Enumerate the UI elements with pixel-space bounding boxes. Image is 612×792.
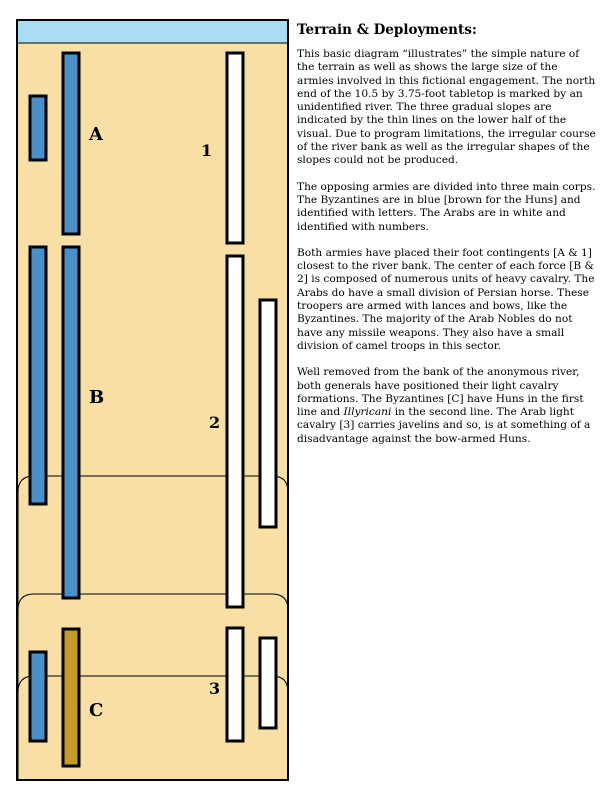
byzantine-unit-b-reserve: [30, 247, 46, 504]
byzantine-unit-c-illyricani: [30, 652, 46, 741]
label-2: 2: [209, 413, 221, 432]
byzantine-unit-a-reserve: [30, 96, 46, 160]
illyricani-term: Illyricani: [343, 406, 392, 419]
label-3: 3: [209, 679, 221, 698]
river: [18, 21, 287, 43]
huns-unit-c: [63, 629, 79, 766]
byzantine-unit-b-main: [63, 247, 79, 598]
paragraph-light-cavalry: [297, 366, 597, 446]
description-panel: [297, 22, 597, 459]
arab-unit-2-reserve: [260, 300, 276, 527]
arab-unit-1: [227, 53, 243, 243]
paragraph-center: Both armies have placed their foot contingents [A & 1] closest to the river bank. The center of each force [B & 2] is composed of numerous units of heavy cavalry. The Arabs do have a small division of Persian horse. These troopers are armed with lances and bows, like the Byzantines. The majority of the Arab Nobles do not have any missile weapons. They also have a small division of camel troops in this sector.: [297, 246, 595, 352]
paragraph-light-cavalry-part1: Well removed from the bank of the anonymous river, both generals have positioned their light cavalry formations. The Byzantines [C] have Huns in the first line and: [297, 366, 584, 419]
tabletop: [17, 20, 288, 780]
arab-unit-3-reserve: [260, 638, 276, 728]
label-c: C: [89, 700, 104, 721]
byzantine-unit-a-main: [63, 53, 79, 234]
paragraph-light-cavalry-part2: in the second line. The Arab light cavalry [3] carries javelins and so, is at something of a disadvantage against the bow-armed Huns.: [297, 406, 591, 445]
paragraph-armies: The opposing armies are divided into three main corps. The Byzantines are in blue [brown for the Huns] and identified with letters. The Arabs are in white and identified with numbers.: [297, 180, 596, 233]
label-a: A: [89, 124, 103, 145]
paragraph-terrain: This basic diagram “illustrates” the simple nature of the terrain as well as shows the large size of the armies involved in this fictional engagement. The north end of the 10.5 by 3.75-foot tabletop is marked by an unidentified river. The three gradual slopes are indicated by the thin lines on the lower half of the visual. Due to program limitations, the irregular course of the river bank as well as the irregular shapes of the slopes could not be produced.: [297, 48, 596, 167]
arab-unit-2-main: [227, 256, 243, 607]
label-1: 1: [201, 141, 213, 160]
arab-unit-3-main: [227, 628, 243, 741]
label-b: B: [89, 387, 105, 408]
section-title: Terrain & Deployments:: [297, 22, 477, 38]
